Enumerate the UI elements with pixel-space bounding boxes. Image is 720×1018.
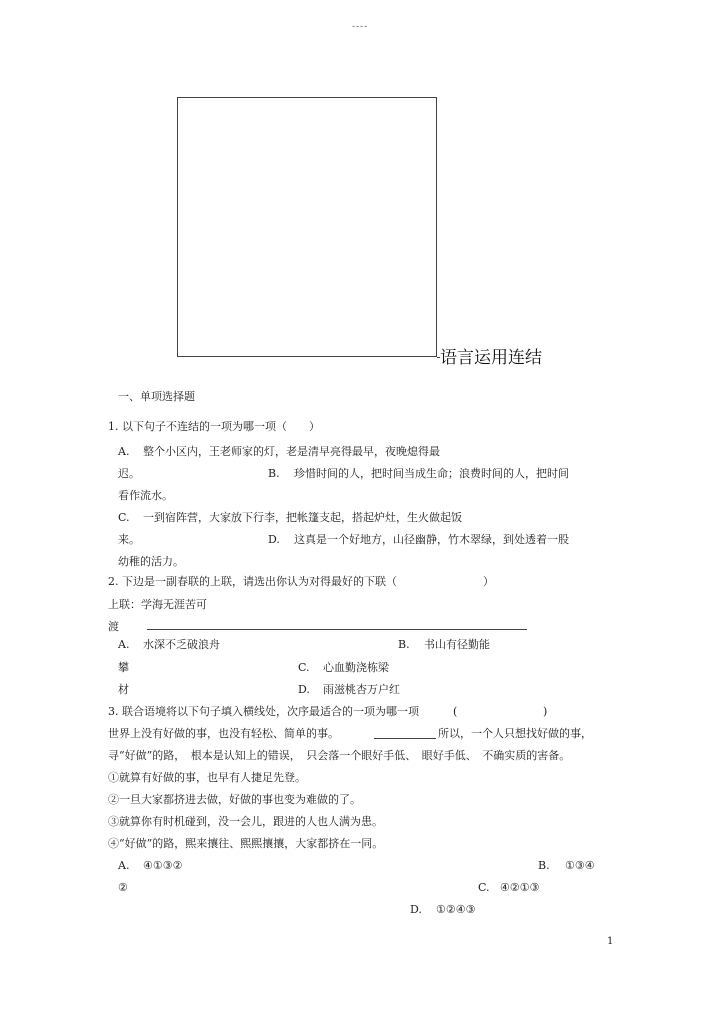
q2-option-d-label: D. — [298, 683, 310, 696]
q2-rule — [147, 629, 527, 630]
q2-upper-couplet-continuation: 渡 — [108, 620, 119, 633]
q1-option-b-label: B. — [268, 467, 280, 480]
q3-option-c-text: ④②①③ — [500, 881, 540, 894]
q3-sentence-4: ④“好做”的路，熙来攘往、熙熙攘攘，大家都挤在一同。 — [108, 837, 384, 850]
q2-option-c-label: C. — [298, 661, 310, 674]
q3-option-a-text: ④①③② — [143, 859, 183, 872]
q3-option-c-label: C. — [478, 881, 490, 894]
q1-option-a-text: 整个小区内，王老师家的灯，老是清早亮得最早，夜晚熄得最 — [143, 445, 440, 458]
q1-option-d-continuation: 幼稚的活力。 — [118, 555, 184, 568]
q1-option-d-label: D. — [268, 533, 280, 546]
q3-option-d-label: D. — [410, 903, 422, 916]
q2-stem: 2. 下边是一副春联的上联，请选出你认为对得最好的下联（ — [108, 575, 397, 588]
q3-paren-open: ( — [453, 705, 458, 718]
q2-option-d-text: 雨滋桃杏万户红 — [323, 683, 400, 696]
q1-option-a-label: A. — [118, 445, 130, 458]
q3-option-b-text: ①③④ — [565, 859, 595, 872]
q1-option-c-text: 一到宿阵营，大家放下行李，把帐篷支起，搭起炉灶，生火做起饭 — [143, 511, 462, 524]
q3-context-line-2: 寻“好做”的路， 根本是认知上的错误， 只会落一个眼好手低、 眼好手低、 不确实质的害备。 — [108, 749, 571, 762]
q1-option-b-continuation: 看作流水。 — [118, 489, 173, 502]
q1-option-c-continuation: 来。 — [118, 533, 140, 546]
q2-option-c-continuation: 材 — [118, 683, 129, 696]
q2-option-b-label: B. — [398, 638, 410, 651]
q3-context-line-1b: 所以，一个人只想找好做的事， — [438, 727, 592, 740]
page-number: 1 — [607, 936, 614, 947]
q3-stem: 3. 联合语境将以下句子填入横线处，次序最适合的一项为哪一项 — [108, 705, 419, 718]
section-heading: 一、单项选择题 — [118, 390, 195, 403]
image-frame — [177, 97, 437, 357]
q2-option-b-continuation: 攀 — [118, 661, 129, 674]
q2-upper-couplet: 上联：学海无涯苦可 — [108, 598, 207, 611]
page-header-mark: ---- — [352, 22, 369, 32]
q3-sentence-2: ②一旦大家都挤进去做，好做的事也变为难做的了。 — [108, 793, 361, 806]
q1-option-a-continuation: 迟。 — [118, 467, 140, 480]
q3-sentence-1: ①就算有好做的事，也早有人捷足先登。 — [108, 771, 306, 784]
q1-stem: 1. 以下句子不连结的一项为哪一项（ ） — [108, 420, 320, 433]
q3-option-a-label: A. — [118, 859, 130, 872]
q2-option-c-text: 心血勤浇栋梁 — [323, 661, 389, 674]
q2-stem-close: ） — [483, 575, 494, 588]
q1-option-b-text: 珍惜时间的人，把时间当成生命；浪费时间的人，把时间 — [294, 467, 569, 480]
page-title: 语言运用连结 — [440, 348, 542, 368]
q3-paren-close: ) — [543, 705, 548, 718]
q3-sentence-3: ③就算你有时机碰到，没一会儿，跟进的人也人满为患。 — [108, 815, 383, 828]
q1-option-d-text: 这真是一个好地方，山径幽静，竹木翠绿，到处透着一股 — [294, 533, 569, 546]
q3-option-d-text: ①②④③ — [436, 903, 476, 916]
q2-option-a-text: 水深不乏破浪舟 — [143, 638, 220, 651]
q2-option-a-label: A. — [118, 638, 130, 651]
q3-context-line-1a: 世界上没有好做的事，也没有轻松、简单的事。 — [108, 727, 339, 740]
q3-fill-blank — [374, 738, 436, 739]
q1-option-c-label: C. — [118, 511, 130, 524]
q3-option-b-label: B. — [538, 859, 550, 872]
q3-option-b-continuation: ② — [118, 881, 128, 894]
q2-option-b-text: 书山有径勤能 — [424, 638, 490, 651]
